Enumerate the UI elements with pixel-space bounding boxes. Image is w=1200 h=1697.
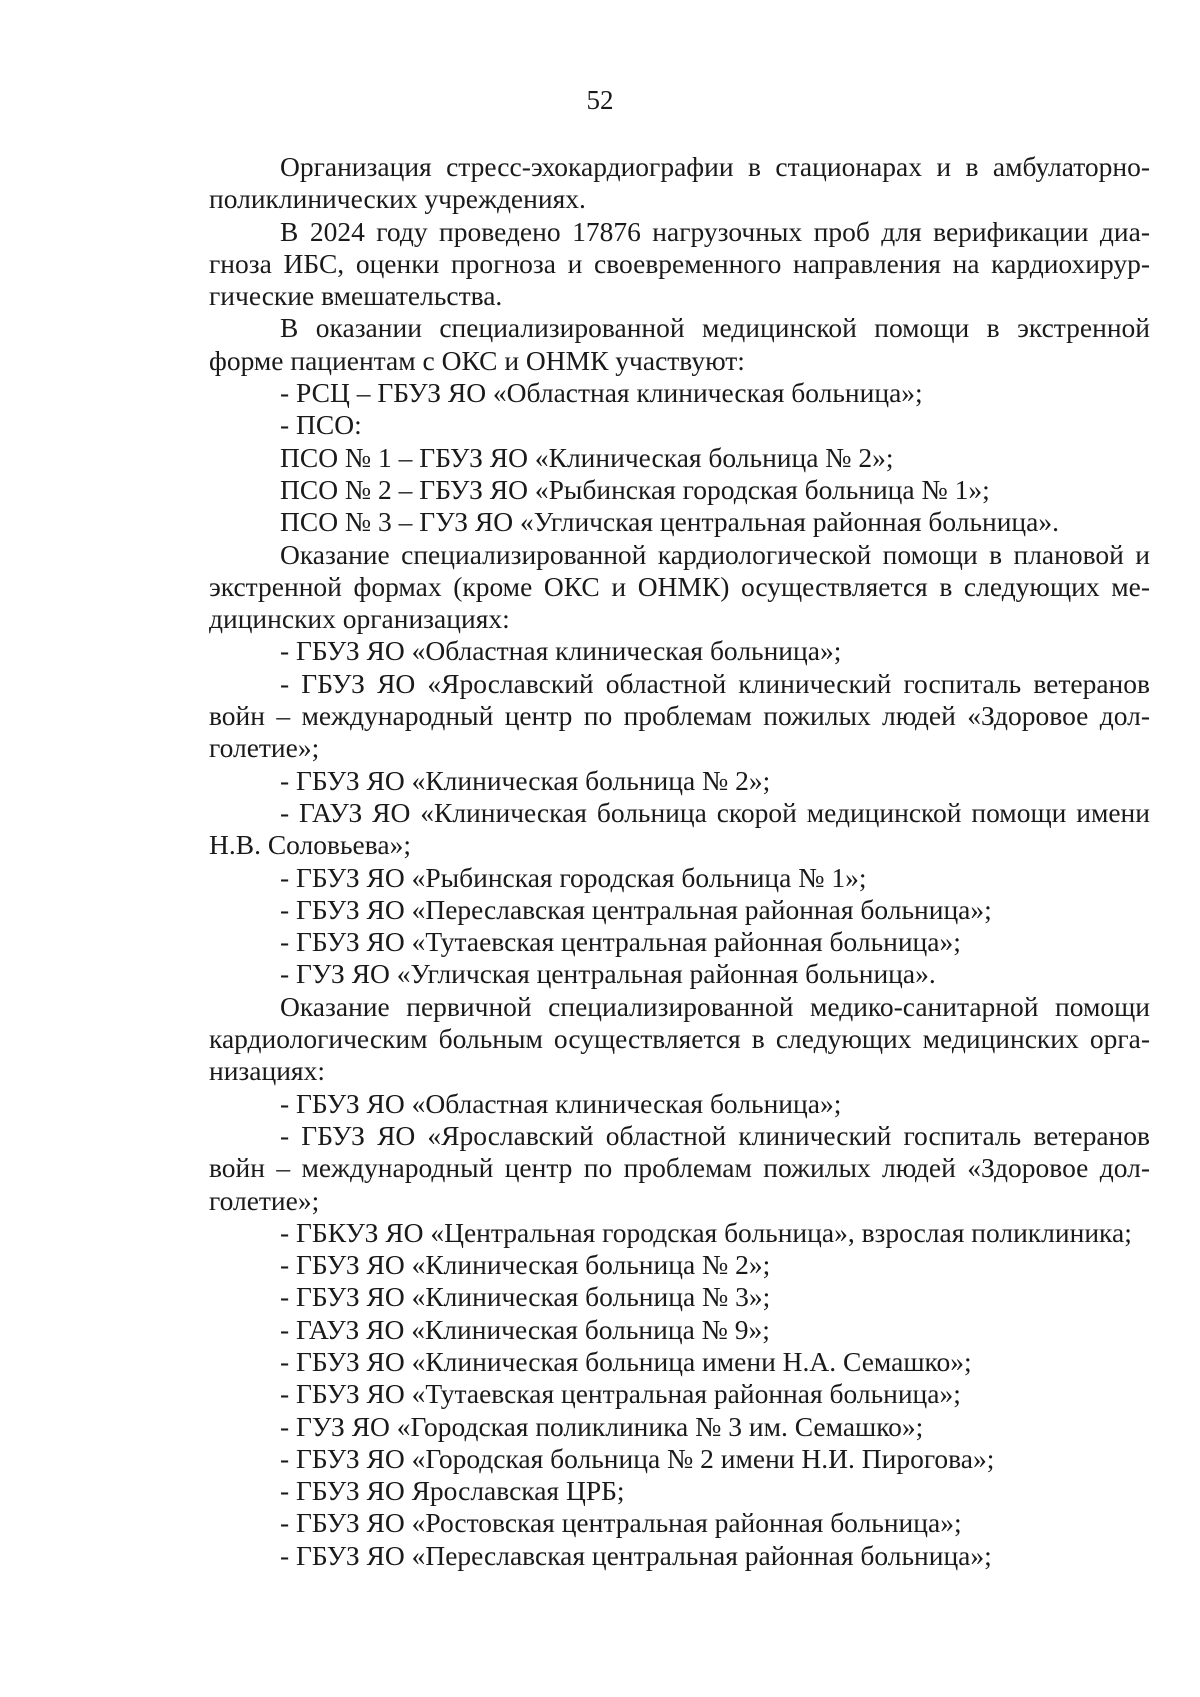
text-line: - ПСО: [280,409,362,441]
text-line: - ГБУЗ ЯО «Областная клиническая больница»; [280,1087,842,1119]
text-line: - ГАУЗ ЯО «Клиническая больница № 9»; [280,1313,770,1345]
text-line: войн – международный центр по проблемам пожилых людей «Здоровое дол- [209,1152,1150,1184]
body-text [209,151,1150,1572]
text-line: голетие»; [209,732,320,764]
text-line: - ГБУЗ ЯО «Переславская центральная районная больница»; [280,893,992,925]
text-line: - ГБУЗ ЯО «Клиническая больница имени Н.А. Семашко»; [280,1345,972,1377]
text-line: низациях: [209,1055,325,1087]
text-line: ПСО № 2 – ГБУЗ ЯО «Рыбинская городская больница № 1»; [280,473,990,505]
text-line: - ГУЗ ЯО «Городская поликлиника № 3 им. Семашко»; [280,1410,924,1442]
text-line: - РСЦ – ГБУЗ ЯО «Областная клиническая больница»; [280,377,923,409]
text-line: - ГБУЗ ЯО Ярославская ЦРБ; [280,1475,625,1507]
text-line: - ГБУЗ ЯО «Ярославский областной клинический госпиталь ветеранов [280,1119,1150,1151]
text-line: - ГБУЗ ЯО «Областная клиническая больница»; [280,635,842,667]
text-line: - ГБУЗ ЯО «Клиническая больница № 3»; [280,1281,771,1313]
text-line: ПСО № 1 – ГБУЗ ЯО «Клиническая больница № 2»; [280,441,894,473]
text-line: - ГБУЗ ЯО «Тутаевская центральная районная больница»; [280,926,961,958]
text-line: Оказание специализированной кардиологической помощи в плановой и [280,538,1150,570]
text-line: - ГБУЗ ЯО «Городская больница № 2 имени Н.И. Пирогова»; [280,1442,995,1474]
text-line: экстренной формах (кроме ОКС и ОНМК) осуществляется в следующих ме- [209,570,1150,602]
text-line: - ГБУЗ ЯО «Клиническая больница № 2»; [280,764,771,796]
text-line: - ГБУЗ ЯО «Клиническая больница № 2»; [280,1249,771,1281]
text-line: - ГБУЗ ЯО «Рыбинская городская больница № 1»; [280,861,867,893]
text-line: В оказании специализированной медицинской помощи в экстренной [280,312,1150,344]
text-line: - ГБУЗ ЯО «Ярославский областной клинический госпиталь ветеранов [280,667,1150,699]
text-line: гические вмешательства. [209,280,503,312]
text-line: войн – международный центр по проблемам пожилых людей «Здоровое дол- [209,700,1150,732]
text-line: гноза ИБС, оценки прогноза и своевременного направления на кардиохирур- [209,247,1150,279]
text-line: кардиологическим больным осуществляется в следующих медицинских орга- [209,1023,1150,1055]
text-line: дицинских организациях: [209,603,510,635]
text-line: Н.В. Соловьева»; [209,829,411,861]
text-line: форме пациентам с ОКС и ОНМК участвуют: [209,344,745,376]
text-line: - ГБУЗ ЯО «Переславская центральная районная больница»; [280,1539,992,1571]
text-line: ПСО № 3 – ГУЗ ЯО «Угличская центральная районная больница». [280,506,1059,538]
text-line: Оказание первичной специализированной медико-санитарной помощи [280,990,1150,1022]
text-line: В 2024 году проведено 17876 нагрузочных проб для верификации диа- [280,215,1150,247]
text-line: поликлинических учреждениях. [209,183,586,215]
page-number: 52 [586,85,614,115]
text-line: - ГБУЗ ЯО «Тутаевская центральная районная больница»; [280,1378,961,1410]
text-line: голетие»; [209,1184,320,1216]
text-line: - ГБУЗ ЯО «Ростовская центральная районная больница»; [280,1507,962,1539]
text-line: - ГУЗ ЯО «Угличская центральная районная больница». [280,958,936,990]
text-line: - ГАУЗ ЯО «Клиническая больница скорой медицинской помощи имени [280,796,1150,828]
text-line: Организация стресс-эхокардиографии в стационарах и в амбулаторно- [280,151,1150,182]
text-line: - ГБКУЗ ЯО «Центральная городская больница», взрослая поликлиника; [280,1216,1132,1248]
